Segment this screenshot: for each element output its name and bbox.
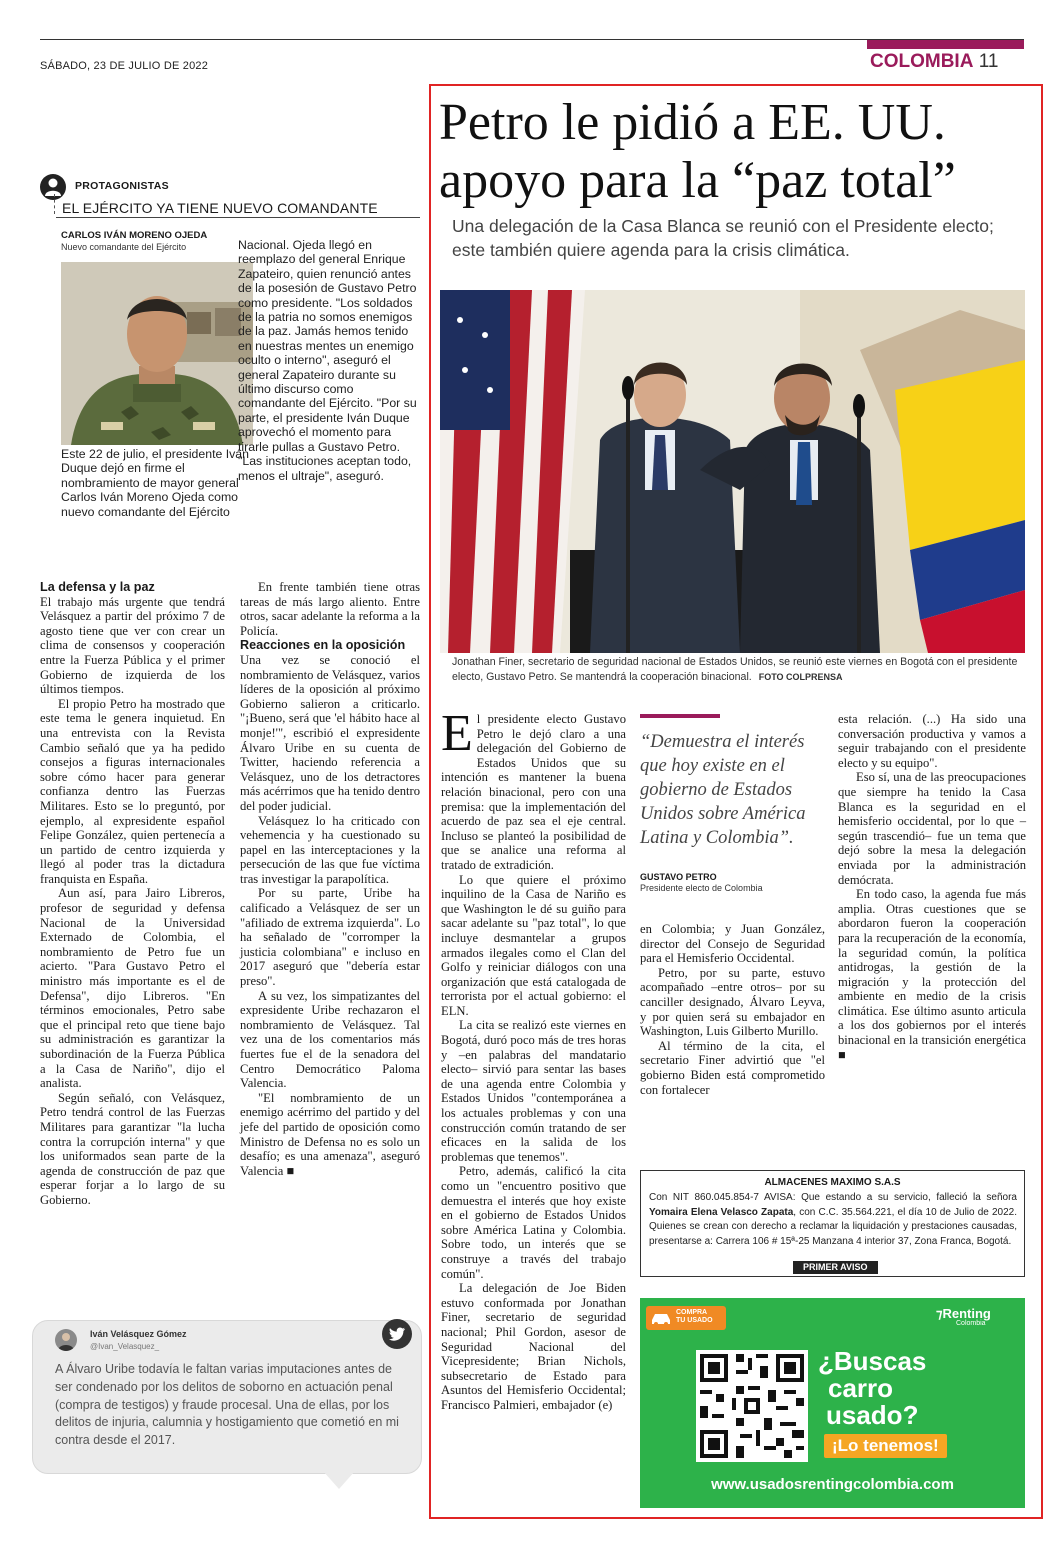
left-article-column-2 — [240, 580, 420, 1178]
paragraph: A su vez, los simpatizantes del expresidente Uribe rechazaron el nombramiento de Velásquez. Tal vez una de los comentarios más fuertes fue el de la senadora del Centro Democrático Paloma Valencia. — [240, 988, 420, 1091]
person-icon — [40, 174, 66, 200]
ad-badge-line-2: TU USADO — [676, 1317, 713, 1324]
pull-quote-author: GUSTAVO PETRO — [640, 872, 717, 882]
paragraph: El propio Petro ha mostrado que este tema le genera inquietud. En una entrevista con la Revista Cambio señaló que ya ha pedido consejos a figuras internacionales sobre cómo hacer para generar confianza dentro las Fuerzas Militares. Esto se lo preguntó, por ejemplo, al expresidente español Felipe González, quien pertenecía a un partido de centro izquierda y llegó al poder tras la dictadura franquista en España. — [40, 696, 225, 886]
main-headline-line-2: apoyo para la “paz total” — [439, 152, 956, 209]
main-headline-line-1: Petro le pidió a EE. UU. — [439, 94, 946, 151]
profile-role: Nuevo comandante del Ejército — [61, 242, 187, 252]
sidebar-column-2: Nacional. Ojeda llegó en reemplazo del general Enrique Zapateiro, quien renunció antes de la posesión de Gustavo Petro como presidente. "Los soldados de la patria no somos enemigos de la paz. Jamás hemos tenido en nuestras mentes un enemigo oculto o interno", aseguró el general Zapateiro durante su último discurso como comandante del Ejército. "Por su parte, el presidente Iván Duque aprovechó el momento para tirarle pullas a Gustavo Petro. "Las instituciones aceptan todo, menos el ultraje", aseguró. — [238, 238, 417, 483]
subheading: Reacciones en la oposición — [240, 638, 406, 653]
renting-brand-sub: Colombia — [956, 1320, 986, 1327]
main-photo — [440, 290, 1025, 653]
notice-body — [649, 1191, 1017, 1249]
renting-brand: Renting — [942, 1306, 991, 1321]
car-icon — [650, 1310, 672, 1326]
photo-credit: FOTO COLPRENSA — [758, 671, 843, 682]
sidebar-headline-rule — [56, 217, 420, 218]
ad-headline — [818, 1348, 926, 1429]
header-date: SÁBADO, 23 DE JULIO DE 2022 — [40, 60, 209, 72]
profile-name: CARLOS IVÁN MORENO OJEDA — [61, 230, 208, 241]
tweet-tail — [323, 1471, 355, 1489]
twitter-bird-icon — [382, 1319, 412, 1349]
ad-url-link[interactable]: www.usadosrentingcolombia.com — [711, 1476, 954, 1493]
ad-cta-badge[interactable]: ¡Lo tenemos! — [824, 1434, 947, 1458]
paragraph: Al término de la cita, el secretario Finer advirtió que "el gobierno Biden está comprometido con fortalecer — [640, 1038, 825, 1097]
sidebar-dotted-rule — [54, 194, 57, 214]
paragraph: "El nombramiento de un enemigo acérrimo del partido y del jefe del partido de oposición como Ministro de Defensa no es solo un desafío; es una amenaza", aseguró Valencia ■ — [240, 1090, 420, 1178]
used-car-ad — [640, 1298, 1025, 1508]
pull-quote: “Demuestra el interés que hoy existe en el gobierno de Estados Unidos sobre América Latina y Colombia”. — [640, 732, 806, 848]
main-column-3 — [838, 712, 1026, 1062]
drop-cap: E — [441, 705, 473, 762]
renting-logo-mark: ⁊ — [936, 1306, 943, 1321]
section-name: COLOMBIA — [870, 51, 974, 72]
profile-photo — [61, 262, 253, 445]
notice-pre: Con NIT 860.045.854-7 AVISA: Que estando a su servicio, falleció la señora — [649, 1192, 1017, 1203]
paragraph: Por su parte, Uribe ha calificado a Velásquez de ser un "afiliado de extrema izquierda". Lo ha señalado de "corromper la justicia colombiana" e incluso en 2017 aseguró que "debería estar preso". — [240, 886, 420, 989]
pull-quote-role: Presidente electo de Colombia — [640, 883, 763, 893]
ad-headline-line-1: ¿Buscas — [818, 1346, 927, 1376]
left-article-column-1 — [40, 580, 225, 1208]
paragraph: Petro, además, calificó la cita como un "encuentro positivo que demuestra el interés que hoy existe en el gobierno de Estados Unidos sobre América Latina y Colombia. Sobre todo, un interés que se construye a través del trabajo común". — [441, 1164, 626, 1281]
paragraph: En todo caso, la agenda fue más amplia. Otras cuestiones que se abordaron fueron la cooperación para la recuperación de la economía, la seguridad común, la política antidrogas, la gestión de la migración y la protección del ambiente en medio de la crisis climática. Ese último asunto articula a los dos gobiernos por el interés binacional en la transición energética ■ — [838, 887, 1026, 1062]
protagonistas-box — [40, 172, 420, 542]
tweet-text: A Álvaro Uribe todavía le faltan varias imputaciones antes de ser condenado por los delitos de soborno en actuación penal (compra de testigos) y fraude procesal. Una de ellas, por los delitos de injuria, calumnia y hostigamiento que cometió en mi contra desde el 2017. — [55, 1362, 399, 1448]
sidebar-headline: EL EJÉRCITO YA TIENE NUEVO COMANDANTE — [62, 200, 378, 216]
paragraph: La cita se realizó este viernes en Bogotá, duró poco más de tres horas y –en palabras del mandatario electo– sirvió para sentar las bases de una agenda entre Colombia y Estados Unidos "contemporánea a los actuales problemas y con una construcción común tratando de ser eficaces en la salida de los problemas que tenemos". — [441, 1018, 626, 1164]
paragraph: Según señaló, con Velásquez, Petro tendrá control de las Fuerzas Militares para garantizar "la lucha contra la corrupción interna" y que los uniformados sean parte de la agenda de construcción de paz que esperar forjar a lo largo de su Gobierno. — [40, 1090, 225, 1207]
main-deck: Una delegación de la Casa Blanca se reunió con el Presidente electo; este también quiere agenda para la crisis climática. — [452, 216, 994, 260]
pull-quote-accent — [640, 714, 720, 718]
paragraph: Lo que quiere el próximo inquilino de la Casa de Nariño es que Washington le dé su guiño para sacar adelante su "paz total", lo que incluye desmantelar a grupos armados ilegales como el Clan del Golfo y reiniciar diálogos con una organización que está catalogada de terrorista por el actual gobierno: el ELN. — [441, 872, 626, 1018]
section-accent-bar — [867, 40, 1024, 49]
ad-headline-line-3: usado? — [826, 1400, 919, 1430]
avatar — [55, 1329, 77, 1351]
paragraph: Aun así, para Jairo Libreros, profesor de seguridad y defensa Nacional de la Universidad Externado de Colombia, el nombramiento de Petro fue un acierto. "Para Gustavo Petro el ministro más importante es el de Defensa", dijo Libreros. "En términos emocionales, Petro sabe que el principal reto que tiene bajo su administración es garantizar la subordinación de la Fuerza Pública a la Casa de Nariño", dijo el analista. — [40, 886, 225, 1091]
main-column-1-rest — [441, 873, 626, 1413]
tweet-card — [32, 1320, 422, 1474]
main-column-1 — [441, 705, 626, 1413]
paragraph: Velásquez lo ha criticado con vehemencia y ha cuestionado su papel en las interceptaciones y la persecución de las que fue víctima tras investigar la parapolítica. — [240, 813, 420, 886]
page-number: 11 — [978, 51, 999, 72]
notice-name: Yomaira Elena Velasco Zapata — [649, 1206, 794, 1218]
paragraph: Eso sí, una de las preocupaciones que siempre ha tenido la Casa Blanca es la seguridad en el hemisferio occidental, por lo que –según trascendió– fue un tema que dejó sobre la mesa la delegación enviada por la administración demócrata. — [838, 770, 1026, 887]
photo-caption — [452, 655, 1030, 684]
paragraph: Una vez se conoció el nombramiento de Velásquez, varios líderes de la oposición al próximo Gobierno salieron a criticarlo. "¡Bueno, será que 'el hábito hace al monje!'", escribió el expresidente Álvaro Uribe en su cuenta de Twitter, haciendo referencia a Velásquez, uno de los detractores más acérrimos que ha tenido dentro del poder judicial. — [240, 652, 420, 813]
sidebar-caption: Este 22 de julio, el presidente Iván Duque dejó en firme el nombramiento de mayor general Carlos Iván Moreno Ojeda como nuevo comandante del Ejército — [61, 447, 249, 519]
paragraph: La delegación de Joe Biden estuvo conformada por Jonathan Finer, secretario de seguridad nacional; Phil Gordon, asesor de Seguridad Nacional del Vicepresidente; Brian Nichols, subsecretario de Estado para Asuntos del Hemisferio Occidental; Francisco Palmieri, embajador (e) — [441, 1281, 626, 1412]
main-col3-first: esta relación. (...) Ha sido una conversación productiva y vamos a seguir trabajando con el presidente electo y su equipo". — [838, 712, 1026, 770]
main-column-2-rest — [640, 966, 825, 1097]
protagonistas-label: PROTAGONISTAS — [75, 180, 169, 192]
notice-post: , con C.C. 35.564.221, el día 10 de Julio de 2022. Quienes se crean con derecho a reclamar la liquidación y prestaciones causadas, presentarse a: Carrera 106 # 15ª-25 Manzana 4 interior 37, Zona Franca, Bogotá. — [649, 1206, 1018, 1247]
tweet-author-name: Iván Velásquez Gómez — [90, 1329, 187, 1339]
main-column-3-rest — [838, 770, 1026, 1062]
us-flag — [440, 290, 585, 653]
photo-caption-text: Jonathan Finer, secretario de seguridad nacional de Estados Unidos, se reunió este viernes en Bogotá con el presidente electo, Gustavo Petro. Se mantendrá la cooperación binacional. — [452, 656, 1018, 683]
main-headline — [439, 94, 1039, 210]
qr-code — [696, 1350, 808, 1462]
notice-title: ALMACENES MAXIMO S.A.S — [764, 1177, 901, 1188]
paragraph: En frente también tiene otras tareas de más largo aliento. Entre otros, sacar adelante la reforma a la Policía. — [240, 580, 420, 638]
main-col2-first: en Colombia; y Juan González, director del Consejo de Seguridad para el Hemisferio Occidental. — [640, 922, 825, 966]
subheading: La defensa y la paz — [40, 580, 155, 594]
ad-headline-line-2: carro — [828, 1373, 894, 1403]
paragraph: El trabajo más urgente que tendrá Velásquez a partir del próximo 7 de agosto tiene que ver con crear un clima de consensos y cooperación entre la Fuerza Pública y el primer Gobierno de izquierda de los últimos tiempos. — [40, 594, 225, 697]
notice-tag: PRIMER AVISO — [793, 1261, 878, 1274]
section-label — [870, 51, 998, 73]
ad-badge-line-1: COMPRA — [676, 1309, 708, 1316]
paragraph: Petro, por su parte, estuvo acompañado –entre otros– por su canciller designado, Álvaro Leyva, y por quien será su embajador en Washington, Luis Gilberto Murillo. — [640, 965, 825, 1039]
main-lead-paragraph: l presidente electo Gustavo Petro le dejó claro a una delegación del Gobierno de Estados Unidos que su intención es mantener la buena relación binacional, pero con una premisa: que la implementación del acuerdo de paz sea el eje central. Incluso se planteó la posibilidad de que se analice una reforma al tratado de extradición. — [441, 712, 626, 872]
main-column-2 — [640, 922, 825, 1097]
renting-logo — [936, 1306, 991, 1327]
legal-notice — [640, 1170, 1025, 1277]
tweet-author-handle: @Ivan_Velasquez_ — [90, 1342, 160, 1351]
ad-badge-text — [676, 1309, 713, 1325]
